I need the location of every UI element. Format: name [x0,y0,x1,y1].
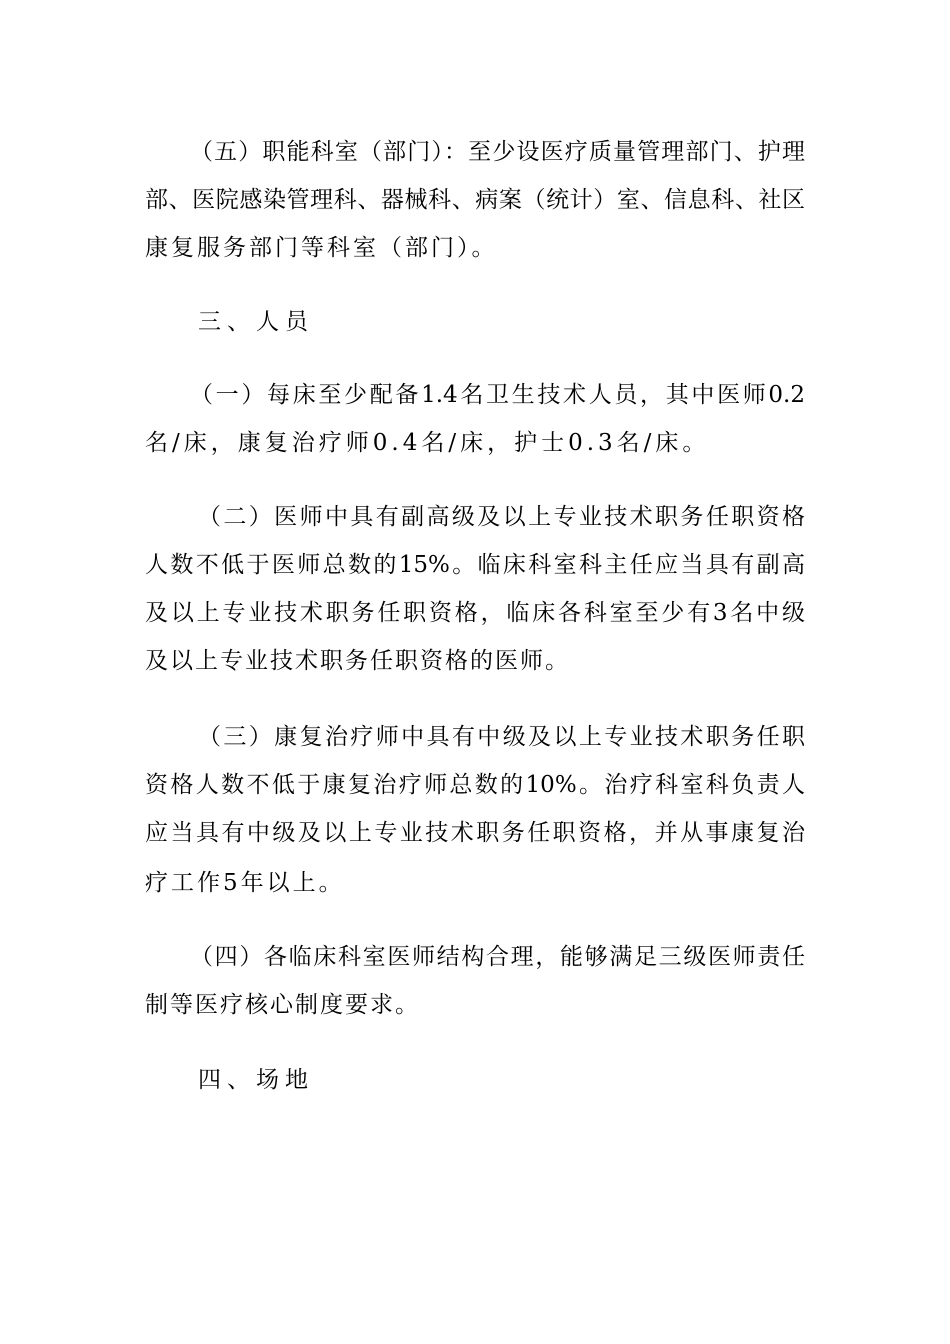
section-heading: 四、场地 [198,1067,314,1093]
paragraph-line: 资格人数不低于康复治疗师总数的10%。治疗科室科负责人 [145,772,805,798]
paragraph-line: （四）各临床科室医师结构合理，能够满足三级医师责任 [190,944,805,970]
paragraph-line: 及以上专业技术职务任职资格，临床各科室至少有3名中级 [145,600,805,626]
paragraph-line: 人数不低于医师总数的15%。临床科室科主任应当具有副高 [145,552,805,578]
paragraph-line: （二）医师中具有副高级及以上专业技术职务任职资格 [198,504,805,530]
paragraph-line: 名/床，康复治疗师0.4名/床，护士0.3名/床。 [145,430,710,456]
paragraph-line: 及以上专业技术职务任职资格的医师。 [145,648,570,674]
paragraph-line: （三）康复治疗师中具有中级及以上专业技术职务任职 [198,724,805,750]
paragraph-line: （五）职能科室（部门）：至少设医疗质量管理部门、护理 [190,139,805,165]
paragraph-line: （一）每床至少配备1.4名卫生技术人员，其中医师0.2 [190,382,805,408]
paragraph-line: 部、医院感染管理科、器械科、病案（统计）室、信息科、社区 [145,187,805,213]
paragraph-line: 康复服务部门等科室（部门）。 [145,235,498,261]
section-heading: 三、人员 [198,309,314,335]
paragraph-line: 疗工作5年以上。 [145,870,345,896]
paragraph-line: 制等医疗核心制度要求。 [145,992,420,1018]
paragraph-line: 应当具有中级及以上专业技术职务任职资格，并从事康复治 [145,820,805,846]
